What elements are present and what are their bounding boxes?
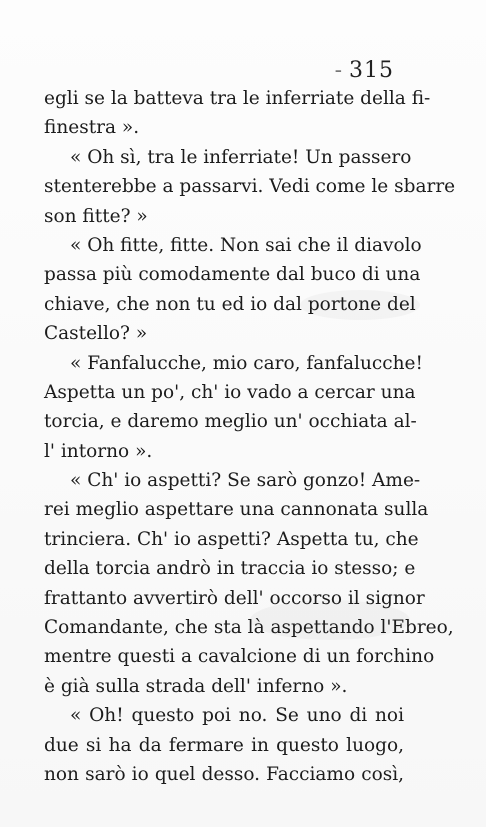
text-line: Aspetta un po', ch' io vado a cercar una <box>44 381 416 403</box>
text-line: Castello? » <box>44 323 148 345</box>
text-line: due si ha da fermare in questo luogo, <box>44 734 404 756</box>
body-text <box>44 84 456 789</box>
page-number-value: 315 <box>349 58 394 83</box>
text-line: son fitte? » <box>44 205 148 227</box>
text-line: « Fanfalucche, mio caro, fanfalucche! <box>70 352 423 374</box>
text-line: frattanto avvertirò dell' occorso il signor <box>44 587 425 609</box>
text-line: della torcia andrò in traccia io stesso; e <box>44 558 416 580</box>
text-line: è già sulla strada dell' inferno ». <box>44 675 348 697</box>
text-line: « Oh! questo poi no. Se uno di noi <box>70 705 404 727</box>
text-line: egli se la batteva tra le inferriate della fi- <box>44 88 431 109</box>
text-line: « Oh sì, tra le inferriate! Un passero <box>70 146 412 168</box>
text-line: stenterebbe a passarvi. Vedi come le sbarre <box>44 176 456 198</box>
text-line: l' intorno ». <box>44 440 153 462</box>
text-line: mentre questi a cavalcione di un forchino <box>44 646 435 668</box>
text-line: passa più comodamente dal buco di una <box>44 264 421 286</box>
text-line: Comandante, che sta là aspettando l'Ebreo, <box>44 617 454 639</box>
text-line: torcia, e daremo meglio un' occhiata al- <box>44 411 417 433</box>
page-number-dash: - <box>334 58 343 83</box>
text-line: « Ch' io aspetti? Se sarò gonzo! Ame- <box>70 470 421 492</box>
text-line: trinciera. Ch' io aspetti? Aspetta tu, che <box>44 528 419 550</box>
text-line: rei meglio aspettare una cannonata sulla <box>44 499 429 521</box>
text-line: non sarò io quel desso. Facciamo così, <box>44 763 404 785</box>
text-line: finestra ». <box>44 117 140 139</box>
page-number <box>335 58 394 83</box>
text-line: « Oh fitte, fitte. Non sai che il diavolo <box>70 234 422 256</box>
text-line: chiave, che non tu ed io dal portone del <box>44 293 416 315</box>
